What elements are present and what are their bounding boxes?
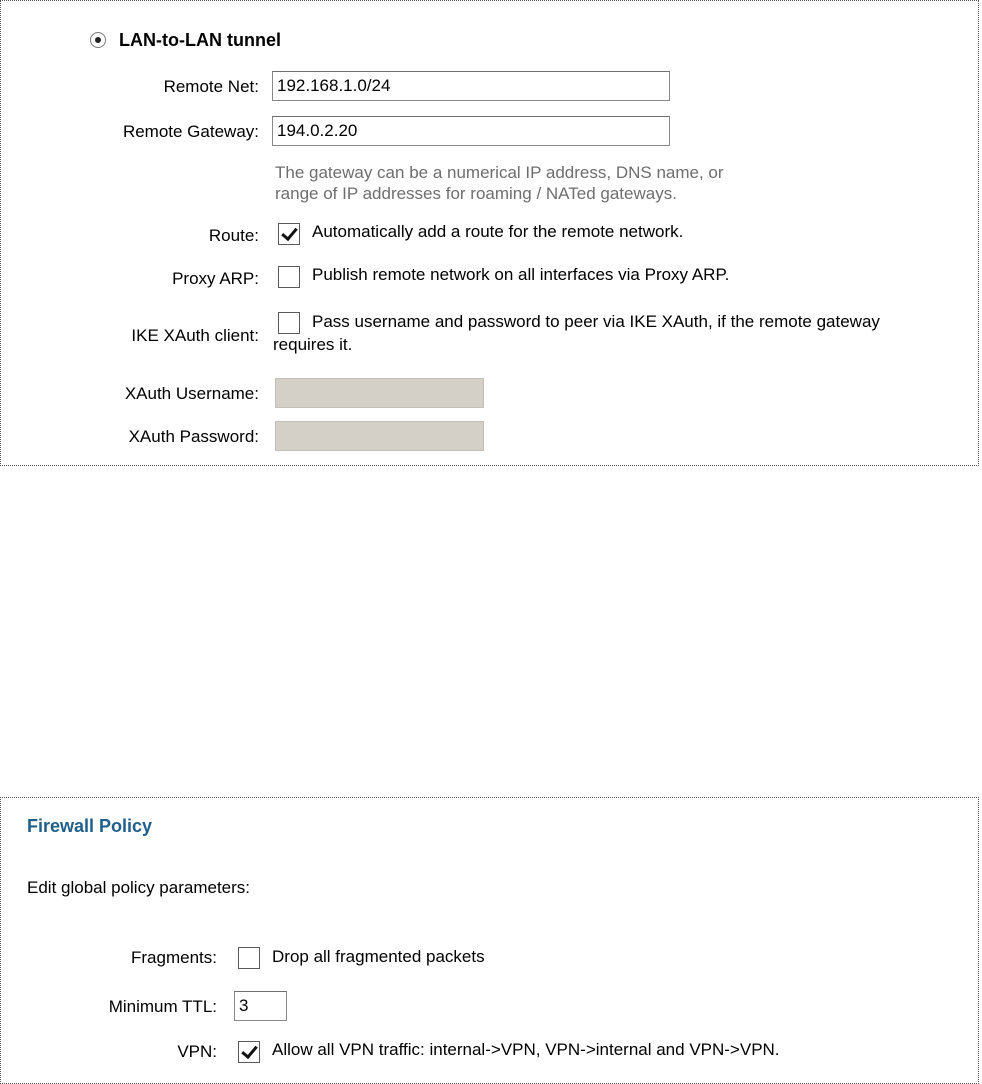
fragments-text: Drop all fragmented packets [272, 947, 485, 966]
xauth-password-label: XAuth Password: [128, 427, 259, 446]
xauth-username-input[interactable] [275, 378, 484, 408]
lan-to-lan-panel [0, 0, 979, 466]
ike-xauth-checkbox[interactable] [278, 312, 300, 334]
minimum-ttl-label: Minimum TTL: [108, 997, 217, 1016]
vpn-text: Allow all VPN traffic: internal->VPN, VPN->internal and VPN->VPN. [272, 1040, 780, 1059]
firewall-policy-panel [0, 797, 979, 1084]
lan-to-lan-radio[interactable] [90, 32, 106, 48]
ike-xauth-text-line2: requires it. [273, 335, 353, 354]
remote-gateway-input[interactable] [272, 116, 670, 146]
vpn-checkbox[interactable] [238, 1041, 260, 1063]
proxy-arp-checkbox[interactable] [278, 266, 300, 288]
fragments-label: Fragments: [131, 948, 217, 967]
proxy-arp-text: Publish remote network on all interfaces via Proxy ARP. [312, 265, 730, 284]
ike-xauth-label: IKE XAuth client: [131, 326, 259, 345]
fragments-checkbox[interactable] [238, 947, 260, 969]
proxy-arp-label: Proxy ARP: [172, 269, 259, 288]
ike-xauth-text-line1: Pass username and password to peer via IKE XAuth, if the remote gateway [312, 312, 880, 331]
gateway-hint-line1: The gateway can be a numerical IP address, DNS name, or [275, 163, 724, 182]
minimum-ttl-input[interactable] [234, 991, 287, 1021]
route-label: Route: [208, 226, 259, 245]
firewall-intro: Edit global policy parameters: [27, 878, 251, 897]
lan-to-lan-label: LAN-to-LAN tunnel [119, 30, 281, 50]
remote-net-input[interactable] [272, 71, 670, 101]
xauth-username-label: XAuth Username: [124, 384, 259, 403]
vpn-label: VPN: [177, 1042, 217, 1061]
remote-net-label: Remote Net: [163, 77, 259, 96]
xauth-password-input[interactable] [275, 421, 484, 451]
gateway-hint-line2: range of IP addresses for roaming / NATed gateways. [275, 184, 677, 203]
remote-gateway-label: Remote Gateway: [122, 122, 259, 141]
route-checkbox[interactable] [278, 223, 300, 245]
route-text: Automatically add a route for the remote network. [312, 222, 684, 241]
firewall-policy-title: Firewall Policy [27, 816, 153, 836]
